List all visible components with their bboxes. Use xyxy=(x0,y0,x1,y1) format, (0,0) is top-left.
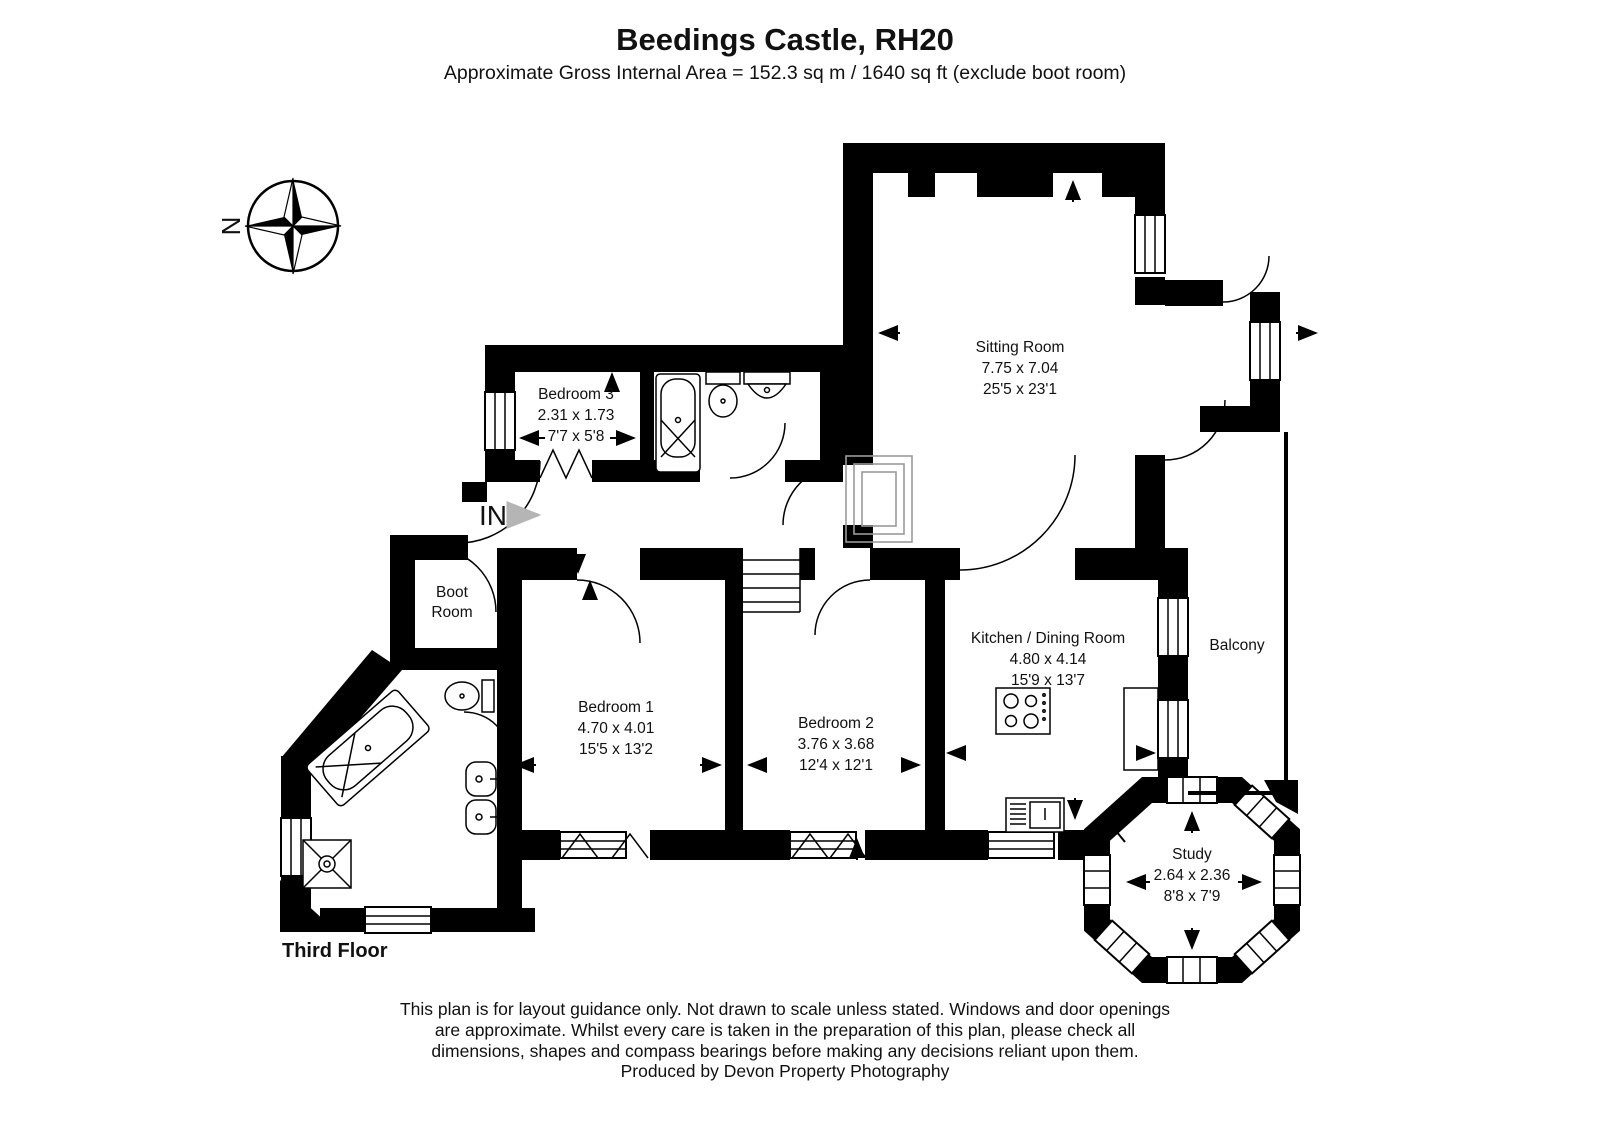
svg-text:4.80 x 4.14: 4.80 x 4.14 xyxy=(1009,651,1087,668)
svg-text:15'9 x 13'7: 15'9 x 13'7 xyxy=(1010,672,1086,689)
toilet-icon xyxy=(445,680,494,712)
balcony-label: Balcony xyxy=(1209,637,1265,654)
footer-disclaimer xyxy=(400,999,1170,1081)
bedroom-2-label xyxy=(798,715,875,774)
svg-text:8'8 x 7'9: 8'8 x 7'9 xyxy=(1163,888,1221,905)
svg-text:12'4 x 12'1: 12'4 x 12'1 xyxy=(798,757,874,774)
window-icon xyxy=(560,832,626,858)
svg-text:15'5 x 13'2: 15'5 x 13'2 xyxy=(578,741,654,758)
kitchen-dining-label xyxy=(971,630,1125,689)
toilet-icon xyxy=(706,372,740,417)
svg-text:25'5 x 23'1: 25'5 x 23'1 xyxy=(982,381,1058,398)
bathtub-icon xyxy=(656,374,700,472)
sink-icon xyxy=(744,372,790,398)
svg-text:Bedroom 1: Bedroom 1 xyxy=(578,699,654,716)
page-subtitle: Approximate Gross Internal Area = 152.3 sq m / 1640 sq ft (exclude boot room) xyxy=(443,62,1127,84)
window-icon xyxy=(1167,957,1217,983)
casement-icon xyxy=(540,450,592,478)
svg-text:Boot: Boot xyxy=(436,584,468,601)
svg-text:3.76 x 3.68: 3.76 x 3.68 xyxy=(797,736,875,753)
footer-credit: Produced by Devon Property Photography xyxy=(620,1061,950,1081)
compass-rose-icon xyxy=(216,178,341,274)
entrance-in-label: IN xyxy=(479,500,507,531)
window-icon xyxy=(988,832,1054,858)
bedroom-3-label xyxy=(538,386,615,445)
svg-text:Sitting Room: Sitting Room xyxy=(975,339,1065,356)
kitchen-unit xyxy=(1124,688,1158,770)
svg-text:Bedroom 3: Bedroom 3 xyxy=(538,386,614,403)
sink-icon xyxy=(466,762,497,796)
window-icon xyxy=(1135,215,1165,273)
svg-text:2.64 x 2.36: 2.64 x 2.36 xyxy=(1153,867,1231,884)
floor-label: Third Floor xyxy=(282,940,388,962)
window-icon xyxy=(485,392,515,450)
svg-text:4.70 x 4.01: 4.70 x 4.01 xyxy=(577,720,655,737)
page-title: Beedings Castle, RH20 xyxy=(616,22,954,57)
hob-icon xyxy=(996,688,1050,734)
svg-text:are approximate. Whilst every: are approximate. Whilst every care is taken in the preparation of this plan, please check all xyxy=(434,1020,1136,1040)
window-icon xyxy=(1167,777,1217,803)
boot-room-label xyxy=(431,584,472,621)
balcony-rail xyxy=(1188,432,1286,793)
window-icon xyxy=(1158,598,1188,656)
svg-text:7'7 x 5'8: 7'7 x 5'8 xyxy=(547,428,605,445)
window-icon xyxy=(1084,855,1110,905)
svg-text:7.75 x 7.04: 7.75 x 7.04 xyxy=(981,360,1059,377)
window-icon xyxy=(1158,700,1188,758)
svg-text:Study: Study xyxy=(1172,846,1212,863)
svg-text:2.31 x 1.73: 2.31 x 1.73 xyxy=(537,407,615,424)
svg-text:Room: Room xyxy=(431,604,473,621)
svg-text:Bedroom 2: Bedroom 2 xyxy=(798,715,874,732)
window-icon xyxy=(365,907,431,933)
window-icon xyxy=(1274,855,1300,905)
sink-icon xyxy=(466,800,497,834)
svg-text:This plan is for layout guidan: This plan is for layout guidance only. Not drawn to scale unless stated. Windows and door openings xyxy=(399,999,1171,1019)
shower-icon xyxy=(303,840,351,888)
svg-text:Kitchen / Dining Room: Kitchen / Dining Room xyxy=(970,630,1126,647)
kitchen-sink-icon xyxy=(1006,798,1064,832)
sitting-room-label xyxy=(976,339,1065,398)
compass-north-label: N xyxy=(216,216,246,236)
bedroom-1-label xyxy=(578,699,655,758)
window-icon xyxy=(1250,322,1280,380)
svg-text:dimensions, shapes and compass: dimensions, shapes and compass bearings before making any decisions reliant upon them. xyxy=(431,1041,1139,1061)
